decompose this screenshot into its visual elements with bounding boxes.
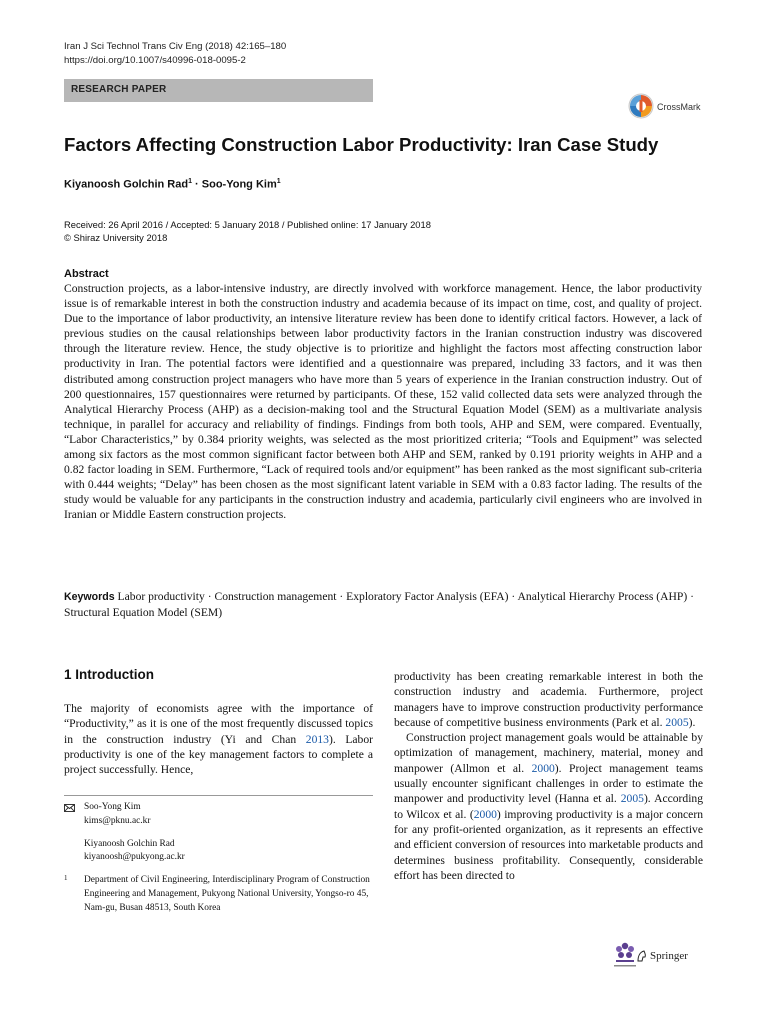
copyright: © Shiraz University 2018 bbox=[64, 232, 168, 243]
affiliation-number: 1 bbox=[64, 874, 68, 882]
affiliation-footnote bbox=[64, 874, 373, 915]
footnote-divider bbox=[64, 795, 373, 796]
citation-link[interactable]: 2000 bbox=[531, 761, 555, 775]
author-name[interactable]: Kiyanoosh Golchin Rad bbox=[64, 178, 189, 191]
envelope-icon bbox=[64, 804, 75, 812]
citation-link[interactable]: 2005 bbox=[665, 715, 689, 729]
journal-citation: Iran J Sci Technol Trans Civ Eng (2018) 42:165–180 bbox=[64, 41, 287, 52]
affiliation-marker: 1 bbox=[276, 178, 281, 185]
springer-horse-icon bbox=[636, 949, 648, 963]
citation-link[interactable]: 2013 bbox=[305, 732, 329, 746]
section-heading: 1 Introduction bbox=[64, 667, 154, 682]
abstract-text: Construction projects, as a labor-intensive industry, are directly involved with workforce management. Hence, the labor productivity issue is of remarkable interest in both the construction industry and academia because of its impact on time, cost, and quality of project. Due to the importance of labor productivity, an intensive literature review has been done to identify critical factors. However, a lack of previous studies on the causal relationships between labor productivity factors in the Iranian construction industry was discovered through the literature review. Hence, the study objective is to prioritize and highlight the factors most affecting construction labor productivity in Iran. The potential factors were identified and a questionnaire was prepared, including 33 factors, and it was then distributed among construction project managers who have more than 5 years of experience in the Iranian construction industry. Out of 200 questionnaires, 157 questionnaires were returned by participants. Of these, 152 valid collected data sets were analyzed through the Analytical Hierarchy Process (AHP) as a decision-making tool and the Structural Equation Model (SEM) as a multivariate analysis technique, in parallel for accuracy and reliability of findings. Findings from both tools, AHP and SEM, were compared. Eventually, “Labor Characteristics,” by 0.384 priority weights, was selected as the most prioritized criteria; “Tools and Equipment” was selected among six factors as the most common significant factor between both AHP and SEM, ranked by 0.191 priority weights in AHP and a 0.82 factor loading in SEM. Furthermore, “Lack of required tools and/or equipment” has been ranked as the most significant sub-criteria with 0.444 weights; “Delay” has been chosen as the most significant latent variable in SEM with a 0.83 factor lading. The results of the study would be valuable for any participants in the construction industry and academia, particularly civil engineers who are involved in Iranian or Middle Eastern construction projects. bbox=[64, 282, 702, 522]
publisher-name: Springer bbox=[650, 950, 688, 962]
keywords bbox=[64, 589, 702, 620]
crossmark-badge[interactable] bbox=[628, 93, 700, 121]
author-name[interactable]: Soo-Yong Kim bbox=[201, 178, 277, 191]
corresponding-author-name: Soo-Yong Kim bbox=[84, 802, 141, 812]
citation-link[interactable]: 2005 bbox=[620, 792, 644, 806]
right-column bbox=[394, 669, 703, 883]
paragraph: Construction project management goals would be attainable by optimization of management, machinery, material, money and manpower (Allmon et al. 2000). Project management teams usually encounter significant challenges in order to estimate the manpower and productivity level (Hanna et al. 2005). According to Wilcox et al. (2000) improving productivity is a major concern for any profit-oriented organization, as it represents an effective and efficient conversion of resources into marketable products and determines business profitability. Consequently, considerable effort has been directed to bbox=[394, 731, 704, 882]
author-email[interactable]: kiyanoosh@pukyong.ac.kr bbox=[84, 852, 185, 863]
keywords-label: Keywords bbox=[64, 591, 115, 603]
author-list bbox=[64, 178, 281, 191]
article-title: Factors Affecting Construction Labor Productivity: Iran Case Study bbox=[64, 134, 659, 155]
author-separator: · bbox=[191, 178, 202, 191]
publisher-logos bbox=[610, 938, 710, 972]
author-name: Kiyanoosh Golchin Rad bbox=[84, 838, 175, 849]
abstract-heading: Abstract bbox=[64, 268, 109, 280]
affiliation-marker: 1 bbox=[188, 178, 192, 185]
article-type-banner bbox=[64, 79, 373, 102]
corresponding-author-email[interactable]: kims@pknu.ac.kr bbox=[84, 815, 151, 826]
publication-history: Received: 26 April 2016 / Accepted: 5 January 2018 / Published online: 17 January 2018 bbox=[64, 219, 431, 230]
doi-link[interactable]: https://doi.org/10.1007/s40996-018-0095-2 bbox=[64, 55, 246, 66]
left-column bbox=[64, 701, 373, 777]
crossmark-label: CrossMark bbox=[657, 102, 701, 112]
correspondence-footnote bbox=[64, 801, 373, 865]
keywords-text: Labor productivity · Construction management · Exploratory Factor Analysis (EFA) · Analytical Hierarchy Process (AHP) · Structural Equation Model (SEM) bbox=[64, 590, 694, 620]
affiliation-text: Department of Civil Engineering, Interdisciplinary Program of Construction Engineering and Management, Pukyong National University, Yongso-ro 45, Nam-gu, Busan 48513, South Korea bbox=[84, 875, 370, 913]
crossmark-icon bbox=[628, 93, 654, 119]
article-type-label: RESEARCH PAPER bbox=[71, 84, 167, 95]
paragraph: productivity has been creating remarkable interest in both the construction industry and academia. Furthermore, project managers have to improve construction productivity performance because of competitive business environments (Park et al. 2005). bbox=[394, 670, 703, 729]
citation-link[interactable]: 2000 bbox=[473, 807, 497, 821]
paragraph: The majority of economists agree with the importance of “Productivity,” as it is one of the most frequently discussed topics in the construction industry (Yi and Chan 2013). Labor productivity is one of the key management factors to complete a project successfully. Hence, bbox=[64, 702, 374, 777]
